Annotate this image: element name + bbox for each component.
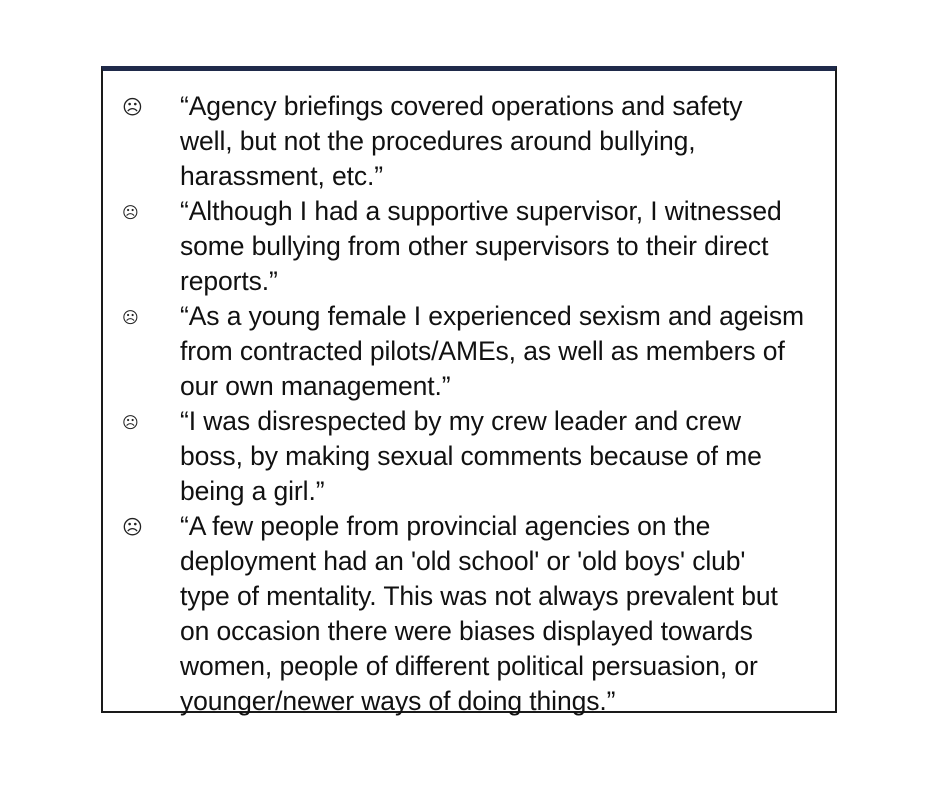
- quote-line: being a girl.”: [180, 476, 325, 506]
- quote-item-4: [103, 404, 815, 509]
- quote-list: [103, 71, 835, 719]
- sad-face-icon: ☹: [122, 308, 139, 327]
- quote-line: boss, by making sexual comments because of me: [180, 441, 762, 471]
- sad-face-icon: ☹: [122, 515, 143, 539]
- quote-line: “A few people from provincial agencies on the: [180, 511, 711, 541]
- quote-line: our own management.”: [180, 371, 451, 401]
- quote-line: “Agency briefings covered operations and safety: [180, 91, 743, 121]
- quote-line: deployment had an 'old school' or 'old boys' club': [180, 546, 746, 576]
- quote-line: women, people of different political persuasion, or: [180, 651, 758, 681]
- quote-line: type of mentality. This was not always prevalent but: [180, 581, 778, 611]
- quote-line: harassment, etc.”: [180, 161, 384, 191]
- quote-line: “Although I had a supportive supervisor, I witnessed: [180, 196, 782, 226]
- sad-face-icon: ☹: [122, 95, 143, 119]
- quote-line: younger/newer ways of doing things.”: [180, 686, 616, 716]
- quote-item-1: [103, 89, 815, 194]
- quote-line: some bullying from other supervisors to their direct: [180, 231, 769, 261]
- sad-face-icon: ☹: [122, 413, 139, 432]
- quote-line: well, but not the procedures around bullying,: [180, 126, 696, 156]
- quote-item-5: [103, 509, 815, 719]
- sad-face-icon: ☹: [122, 203, 139, 222]
- quote-line: “As a young female I experienced sexism and ageism: [180, 301, 804, 331]
- quote-line: from contracted pilots/AMEs, as well as members of: [180, 336, 785, 366]
- quote-line: “I was disrespected by my crew leader and crew: [180, 406, 741, 436]
- quote-line: reports.”: [180, 266, 278, 296]
- quote-item-3: [103, 299, 815, 404]
- quote-item-2: [103, 194, 815, 299]
- quote-line: on occasion there were biases displayed towards: [180, 616, 753, 646]
- quote-box: [101, 66, 837, 716]
